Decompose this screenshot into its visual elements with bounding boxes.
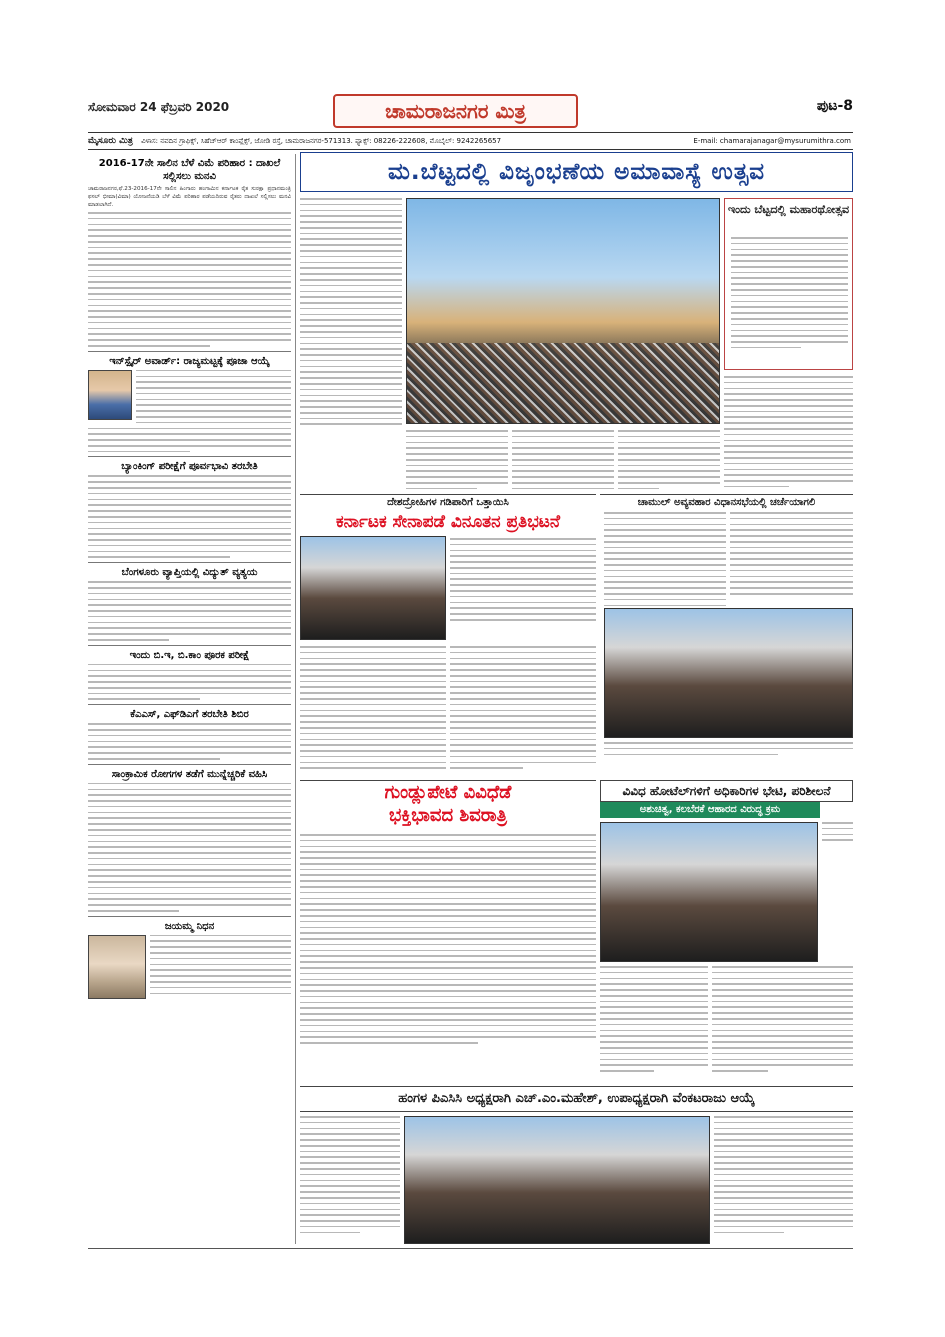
story-headline: ವಿವಿಧ ಹೋಟೆಲ್‌ಗಳಿಗೆ ಅಧಿಕಾರಿಗಳ ಭೇಟಿ, ಪರಿಶೀಲನೆ bbox=[600, 780, 853, 802]
article-headline: ಬ್ಯಾಂಕಿಂಗ್ ಪರೀಕ್ಷೆಗೆ ಪೂರ್ವಭಾವಿ ತರಬೇತಿ bbox=[121, 461, 258, 473]
story-text bbox=[450, 646, 596, 773]
article-headline: ಇಂದು ಬಿ.ಇ, ಬಿ.ಕಾಂ ಪೂರಕ ಪರೀಕ್ಷೆ bbox=[129, 649, 250, 661]
hotel-inspection-photo bbox=[600, 822, 818, 962]
article-headline: ಇನ್‌ಸ್ಪೈರ್ ಅವಾರ್ಡ್: ರಾಜ್ಯಮಟ್ಟಕ್ಕೆ ಪೂಜಾ ಆಯ್ಕೆ bbox=[109, 355, 270, 367]
obituary-headline: ಜಯಮ್ಮ ನಿಧನ bbox=[164, 920, 215, 932]
lead-story-text bbox=[618, 430, 720, 494]
story-text bbox=[300, 646, 446, 773]
lead-story-text bbox=[724, 376, 853, 492]
photo-caption bbox=[604, 742, 853, 759]
inset-headline: ಇಂದು ಬೆಟ್ಟದಲ್ಲಿ ಮಹಾರಥೋತ್ಸವ bbox=[727, 203, 850, 216]
story-text bbox=[712, 966, 853, 1076]
article-headline: ಬೆಂಗಳೂರು ವ್ಯಾಪ್ತಿಯಲ್ಲಿ ವಿದ್ಯುತ್ ವ್ಯತ್ಯಯ bbox=[121, 567, 258, 579]
article-text-lines bbox=[88, 212, 291, 347]
story-subheadline: ಅಶುಚಿತ್ವ, ಕಲಬೆರಕೆ ಆಹಾರದ ವಿರುದ್ಧ ಕ್ರಮ bbox=[600, 802, 820, 818]
story-headline: ಚಾಮುಲ್ ಅವ್ಯವಹಾರ ವಿಧಾನಸಭೆಯಲ್ಲಿ ಚರ್ಚೆಯಾಗಲಿ bbox=[600, 494, 853, 508]
protest-photo bbox=[300, 536, 446, 640]
lead-photo-temple-crowd bbox=[406, 198, 720, 424]
newspaper-title: ಚಾಮರಾಜನಗರ ಮಿತ್ರ bbox=[333, 94, 578, 128]
publisher-strip bbox=[88, 132, 853, 150]
article-headline: 2016-17ನೇ ಸಾಲಿನ ಬೆಳೆ ವಿಮೆ ಪರಿಹಾರ : ದಾಖಲೆ ಸಲ್ಲಿಸಲು ಮನವಿ bbox=[98, 158, 281, 182]
publisher-brand: ಮೈಸೂರು ಮಿತ್ರ bbox=[88, 136, 133, 146]
story-text bbox=[730, 512, 853, 599]
publisher-email: E-mail: chamarajanagar@mysurumithra.com bbox=[693, 137, 851, 145]
story-headline: ಕರ್ನಾಟಕ ಸೇನಾಪಡೆ ವಿನೂತನ ಪ್ರತಿಭಟನೆ bbox=[335, 512, 561, 532]
story-text bbox=[300, 834, 596, 1048]
story-headline: ಭಕ್ತಿಭಾವದ ಶಿವರಾತ್ರಿ bbox=[389, 805, 507, 826]
student-photo bbox=[88, 370, 132, 420]
article-text: ಚಾಮರಾಜನಗರ,ಫೆ.23-2016-17ನೇ ಸಾಲಿನ ಹಿಂಗಾರು ಹಂಗಾಮಿನ ಕರ್ನಾಟಕ ರೈತ ಸುರಕ್ಷಾ ಪ್ರಧಾನಮಂತ್ರಿ ಫಸಲ್ ಭೀಮಾ(ವಿಮಾ) ಯೋಜನೆಯಡಿ ಬೆಳೆ ವಿಮೆ ಪರಿಹಾರ ಪಡೆಯದಿರುವ ರೈತರು ದಾಖಲೆ ಸಲ್ಲಿಸಲು ಮನವಿ ಮಾಡಲಾಗಿದೆ. bbox=[88, 186, 291, 208]
story-text bbox=[300, 1116, 400, 1237]
article-headline: ಕೆಎಎಸ್, ಎಫ್‌ಡಿಎಗೆ ತರಬೇತಿ ಶಿಬಿರ bbox=[130, 709, 249, 721]
story-text bbox=[822, 822, 853, 845]
page-number: ಪುಟ-8 bbox=[816, 98, 853, 114]
left-news-column bbox=[88, 154, 296, 1244]
pacs-election-photo bbox=[404, 1116, 710, 1244]
story-text bbox=[450, 538, 596, 625]
story-text bbox=[600, 966, 708, 1076]
story-headline: ಗುಂಡ್ಲುಪೇಟೆ ವಿವಿಧೆಡೆ bbox=[300, 780, 596, 805]
story-headline: ಹಂಗಳ ಪಿಎಸಿಸಿ ಅಧ್ಯಕ್ಷರಾಗಿ ಎಚ್.ಎಂ.ಮಹೇಶ್, ಉಪಾಧ್ಯಕ್ಷರಾಗಿ ವೆಂಕಟರಾಜು ಆಯ್ಕೆ bbox=[300, 1086, 853, 1112]
issue-date: ಸೋಮವಾರ 24 ಫೆಬ್ರವರಿ 2020 bbox=[88, 100, 230, 114]
story-kicker: ದೇಶದ್ರೋಹಿಗಳ ಗಡಿಪಾರಿಗೆ ಒತ್ತಾಯಿಸಿ bbox=[300, 494, 596, 508]
page-bottom-rule bbox=[88, 1248, 853, 1249]
article-headline: ಸಾಂಕ್ರಾಮಿಕ ರೋಗಗಳ ತಡೆಗೆ ಮುನ್ನೆಚ್ಚರಿಕೆ ವಹಿಸಿ bbox=[111, 768, 268, 780]
story-text bbox=[714, 1116, 853, 1237]
inset-story-box bbox=[724, 198, 853, 370]
lead-story-text bbox=[300, 198, 402, 429]
masthead bbox=[88, 96, 853, 132]
dairy-protest-photo bbox=[604, 608, 853, 738]
publisher-address: ವಿಳಾಸ: ನವದಿನ ಗ್ರಾಫಿಕ್ಸ್, ಸಿಹೆಚ್‌ಆರ್ ಕಾಂಪ್ಲೆಕ್ಸ್, ಜೋಡಿ ರಸ್ತೆ, ಚಾಮರಾಜನಗರ-571313. ಫ್ಯಾಕ್ಸ್: 08226-222608, ಮೊಬೈಲ್: 9242265657 bbox=[141, 137, 502, 145]
main-news-area bbox=[300, 152, 853, 1247]
lead-story-text bbox=[512, 430, 614, 494]
obituary-photo bbox=[88, 935, 146, 999]
lead-banner-headline: ಮ.ಬೆಟ್ಟದಲ್ಲಿ ವಿಜೃಂಭಣೆಯ ಅಮಾವಾಸ್ಯೆ ಉತ್ಸವ bbox=[300, 152, 853, 192]
lead-story-text bbox=[406, 430, 508, 494]
